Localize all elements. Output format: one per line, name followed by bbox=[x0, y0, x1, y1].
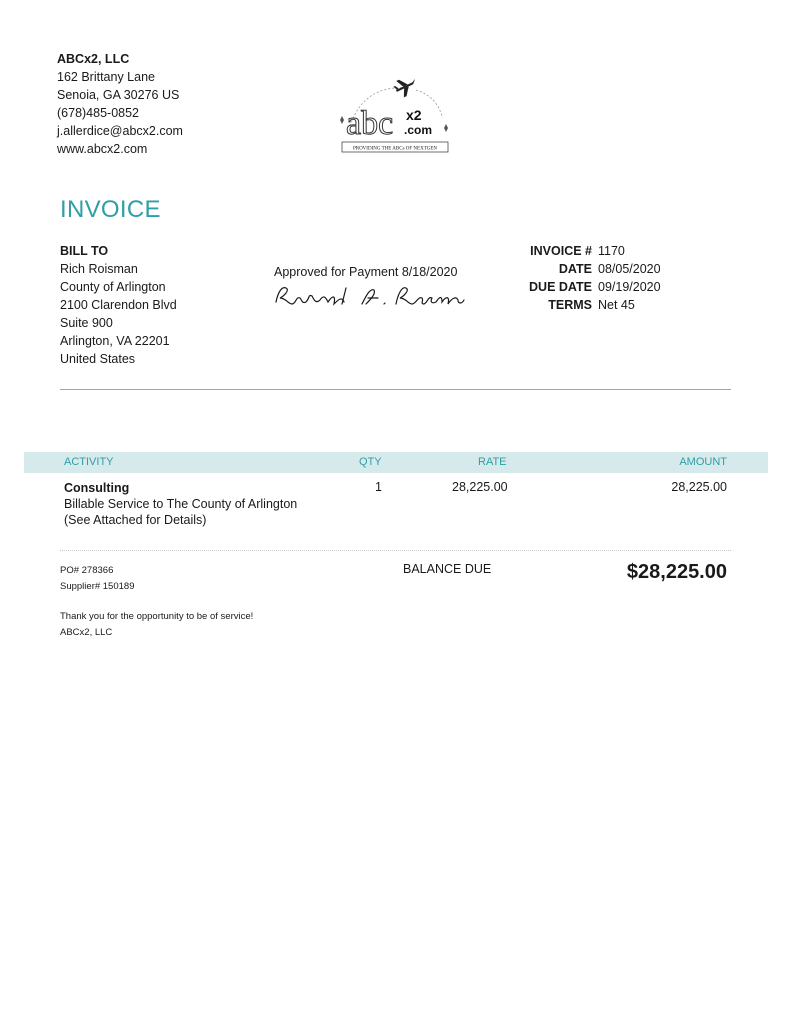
logo-sup-text: x2 bbox=[406, 107, 422, 123]
meta-value: 09/19/2020 bbox=[598, 280, 661, 294]
column-header-amount: AMOUNT bbox=[679, 456, 727, 468]
meta-due-date bbox=[470, 278, 688, 296]
logo-tagline: PROVIDING THE ABCs OF NEXTGEN bbox=[352, 146, 438, 152]
company-address-line2: Senoia, GA 30276 US bbox=[57, 88, 180, 102]
invoice-meta bbox=[470, 242, 688, 314]
item-service: Consulting bbox=[64, 481, 130, 495]
column-header-rate: RATE bbox=[478, 456, 507, 468]
invoice-title: INVOICE bbox=[60, 196, 161, 223]
bill-to-section bbox=[60, 242, 177, 368]
bill-to-line: United States bbox=[60, 352, 136, 366]
approval-note: Approved for Payment 8/18/2020 bbox=[274, 265, 458, 279]
airplane-icon bbox=[392, 76, 420, 99]
bill-to-line: Rich Roisman bbox=[60, 262, 138, 276]
meta-terms bbox=[470, 296, 688, 314]
meta-invoice-number bbox=[470, 242, 688, 260]
meta-label: INVOICE # bbox=[530, 244, 592, 258]
section-divider bbox=[60, 389, 731, 390]
logo-main-text: abc bbox=[346, 105, 394, 142]
meta-value: 08/05/2020 bbox=[598, 262, 661, 276]
bill-to-line: 2100 Clarendon Blvd bbox=[60, 298, 177, 312]
item-amount: 28,225.00 bbox=[671, 480, 727, 494]
logo-com-text: .com bbox=[404, 123, 433, 137]
thank-you-message: Thank you for the opportunity to be of service! bbox=[60, 611, 254, 622]
item-qty: 1 bbox=[375, 480, 382, 494]
column-header-qty: QTY bbox=[359, 456, 382, 468]
balance-due-label: BALANCE DUE bbox=[403, 562, 492, 576]
meta-value: Net 45 bbox=[598, 298, 635, 312]
company-name: ABCx2, LLC bbox=[57, 52, 130, 66]
meta-label: DUE DATE bbox=[529, 280, 592, 294]
company-address-line1: 162 Brittany Lane bbox=[57, 70, 155, 84]
company-phone: (678)485-0852 bbox=[57, 106, 140, 120]
meta-label: TERMS bbox=[548, 298, 592, 312]
company-email: j.allerdice@abcx2.com bbox=[57, 124, 183, 138]
thank-you-company: ABCx2, LLC bbox=[60, 627, 113, 638]
thank-you-note bbox=[60, 609, 253, 641]
balance-due-amount: $28,225.00 bbox=[626, 561, 727, 583]
company-website: www.abcx2.com bbox=[57, 142, 148, 156]
meta-date bbox=[470, 260, 688, 278]
bill-to-line: Suite 900 bbox=[60, 316, 113, 330]
company-logo bbox=[334, 76, 459, 158]
meta-value: 1170 bbox=[598, 244, 625, 258]
handwritten-signature bbox=[272, 282, 468, 310]
bill-to-line: Arlington, VA 22201 bbox=[60, 334, 170, 348]
column-header-activity: ACTIVITY bbox=[64, 456, 114, 468]
meta-label: DATE bbox=[558, 262, 592, 276]
table-header-band bbox=[24, 452, 768, 473]
item-description: Billable Service to The County of Arlington bbox=[64, 497, 298, 511]
po-number: PO# 278366 bbox=[60, 565, 114, 576]
supplier-number: Supplier# 150189 bbox=[60, 581, 135, 592]
company-info bbox=[57, 50, 183, 158]
table-row bbox=[64, 480, 297, 528]
totals-divider bbox=[60, 550, 731, 551]
reference-numbers bbox=[60, 563, 134, 595]
item-rate: 28,225.00 bbox=[452, 480, 508, 494]
bill-to-line: County of Arlington bbox=[60, 280, 166, 294]
item-description-note: (See Attached for Details) bbox=[64, 513, 207, 527]
bill-to-label: BILL TO bbox=[60, 244, 109, 258]
